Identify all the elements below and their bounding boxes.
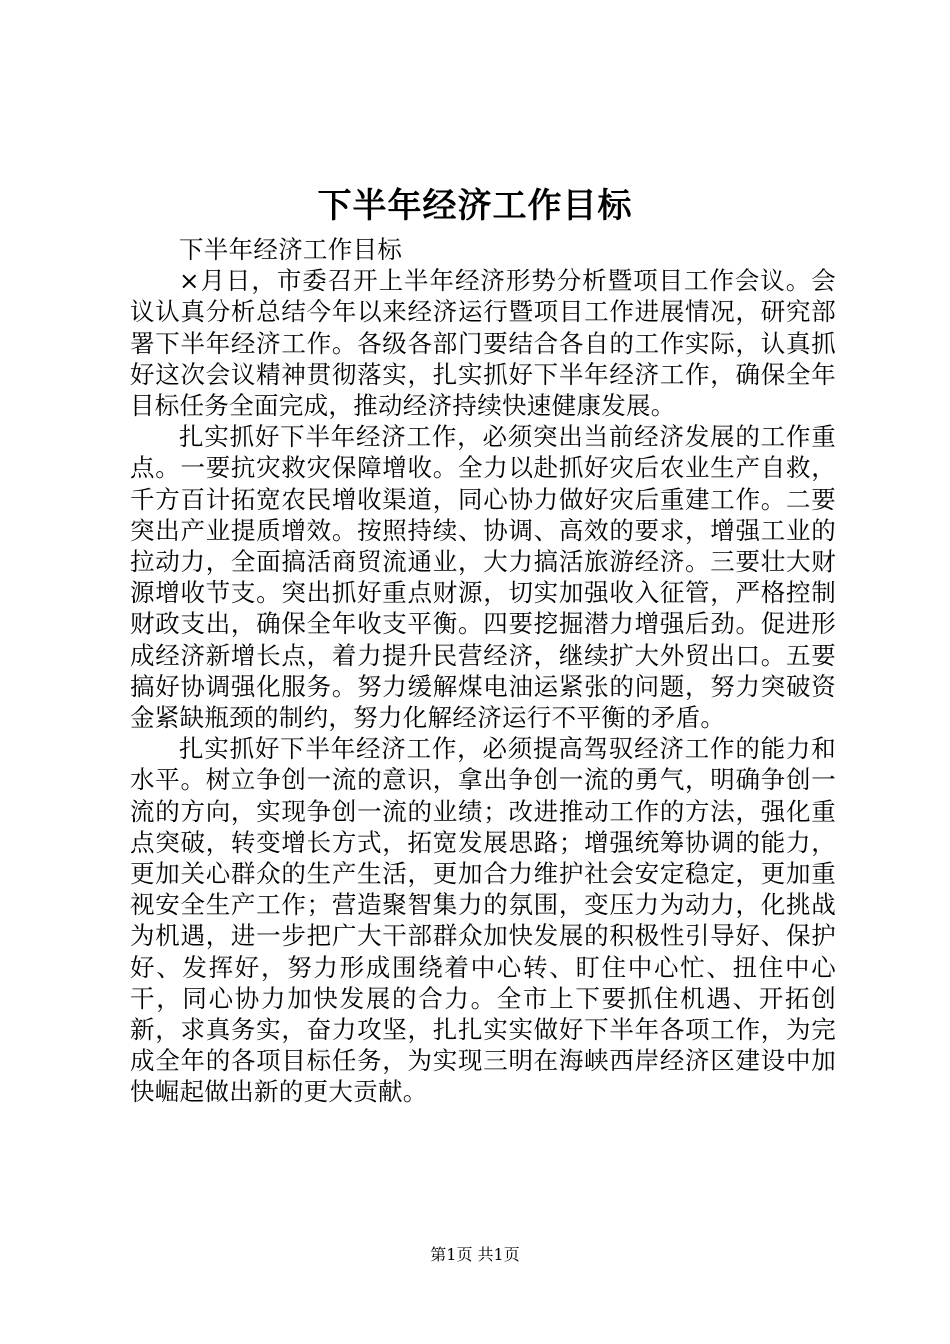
page-number-footer: 第1页 共1页 bbox=[430, 1245, 520, 1264]
body-paragraph-meeting: ×月日，市委召开上半年经济形势分析暨项目工作会议。会议认真分析总结今年以来经济运行暨项目工作进展情况，研究部署下半年经济工作。各级各部门要结合各自的工作实际，认真抓好这次会议精神贯彻落实，扎实抓好下半年经济工作，确保全年目标任务全面完成，推动经济持续快速健康发展。 bbox=[130, 266, 836, 421]
body-paragraph-key-points: 扎实抓好下半年经济工作，必须突出当前经济发展的工作重点。一要抗灾救灾保障增收。全力以赴抓好灾后农业生产自救，千方百计拓宽农民增收渠道，同心协力做好灾后重建工作。二要突出产业提质增效。按照持续、协调、高效的要求，增强工业的拉动力，全面搞活商贸流通业，大力搞活旅游经济。三要壮大财源增收节支。突出抓好重点财源，切实加强收入征管，严格控制财政支出，确保全年收支平衡。四要挖掘潜力增强后劲。促进形成经济新增长点，着力提升民营经济，继续扩大外贸出口。五要搞好协调强化服务。努力缓解煤电油运紧张的问题，努力突破资金紧缺瓶颈的制约，努力化解经济运行不平衡的矛盾。 bbox=[130, 422, 836, 733]
body-paragraph-capability: 扎实抓好下半年经济工作，必须提高驾驭经济工作的能力和水平。树立争创一流的意识，拿出争创一流的勇气，明确争创一流的方向，实现争创一流的业绩；改进推动工作的方法，强化重点突破，转变增长方式，拓宽发展思路；增强统筹协调的能力，更加关心群众的生产生活，更加合力维护社会安定稳定，更加重视安全生产工作；营造聚智集力的氛围，变压力为动力，化挑战为机遇，进一步把广大干部群众加快发展的积极性引导好、保护好、发挥好，努力形成围绕着中心转、盯住中心忙、扭住中心干，同心协力加快发展的合力。全市上下要抓住机遇、开拓创新，求真务实，奋力攻坚，扎扎实实做好下半年各项工作，为完成全年的各项目标任务，为实现三明在海峡西岸经济区建设中加快崛起做出新的更大贡献。 bbox=[130, 734, 836, 1107]
body-paragraph-subtitle: 下半年经济工作目标 bbox=[179, 235, 403, 264]
document-title: 下半年经济工作目标 bbox=[317, 186, 633, 226]
document-body bbox=[130, 234, 836, 1108]
